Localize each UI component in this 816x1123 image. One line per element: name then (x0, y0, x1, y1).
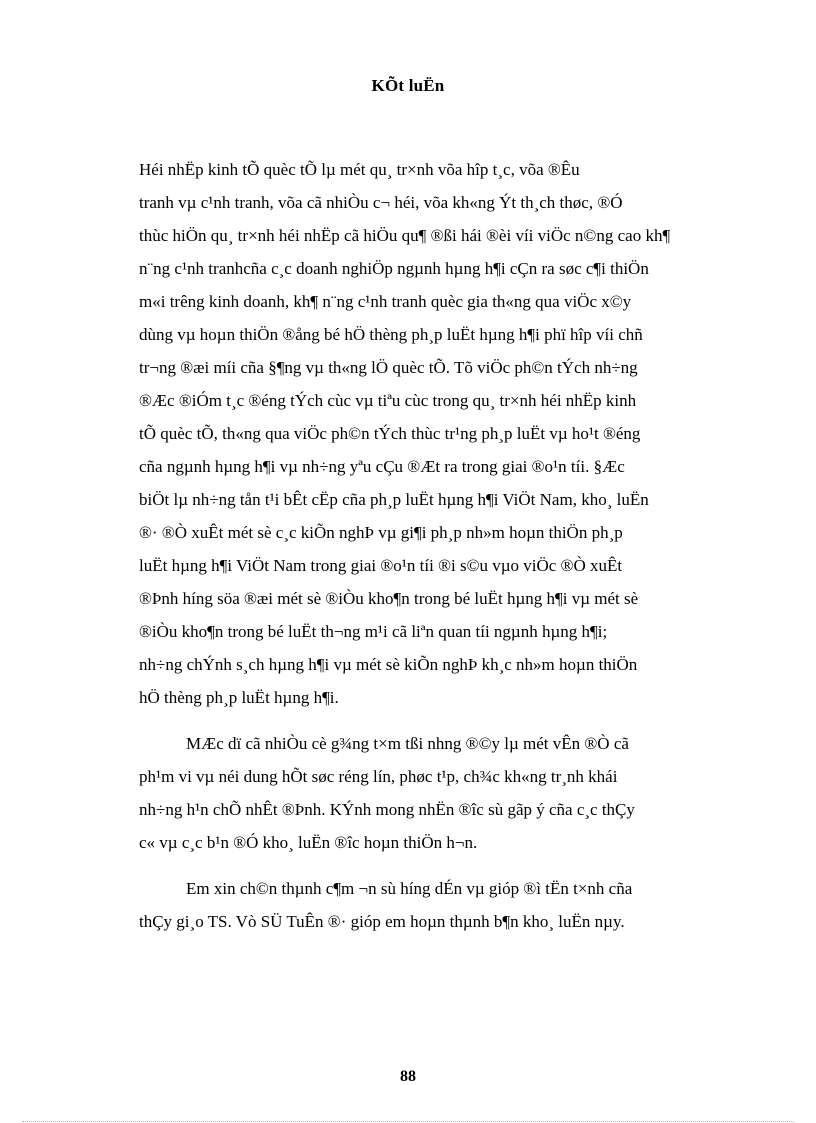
page-title: KÕt luËn (371, 76, 445, 95)
text-line: c« vµ c¸c b¹n ®Ó kho¸ luËn ®îc hoµn thiÖn h¬n. (139, 833, 478, 852)
document-body (139, 153, 719, 938)
text-line: luËt hµng h¶i ViÖt Nam trong giai ®o¹n tíi ®i s©u vµo viÖc ®Ò xuÊt (139, 556, 623, 575)
text-line: tranh vµ c¹nh tranh, võa cã nhiÒu c¬ héi, võa kh«ng Ýt th¸ch thøc, ®Ó (139, 193, 623, 212)
text-line: tr¬ng ®æi míi cña §¶ng vµ th«ng lÖ quèc tÕ. Tõ viÖc ph©n tÝch nh÷ng (139, 358, 638, 377)
text-line: MÆc dï cã nhiÒu cè g¾ng t×m tßi nhng ®©y lµ mét vÊn ®Ò cã (186, 734, 629, 753)
page-number: 88 (400, 1068, 416, 1085)
text-line: ®· ®Ò xuÊt mét sè c¸c kiÕn nghÞ vµ gi¶i ph¸p nh»m hoµn thiÖn ph¸p (139, 523, 623, 542)
text-line: ®Þnh híng söa ®æi mét sè ®iÒu kho¶n trong bé luËt hµng h¶i vµ mét sè (139, 589, 639, 608)
page-border-dotted (22, 1121, 794, 1122)
text-line: thùc hiÖn qu¸ tr×nh héi nhËp cã hiÖu qu¶ ®ßi hái ®èi víi viÖc n©ng cao kh¶ (139, 226, 671, 245)
text-line: n¨ng c¹nh tranhcña c¸c doanh nghiÖp ngµnh hµng h¶i cÇn ra søc c¶i thiÖn (139, 259, 649, 278)
text-line: ®iÒu kho¶n trong bé luËt th¬ng m¹i cã liªn quan tíi ngµnh hµng h¶i; (139, 622, 608, 641)
text-line: Héi nhËp kinh tÕ quèc tÕ lµ mét qu¸ tr×nh võa hîp t¸c, võa ®Êu (139, 160, 580, 179)
text-line: thÇy gi¸o TS. Vò SÜ TuÊn ®· gióp em hoµn thµnh b¶n kho¸ luËn nµy. (139, 912, 625, 931)
text-line: hÖ thèng ph¸p luËt hµng h¶i. (139, 688, 339, 707)
text-line: nh÷ng h¹n chÕ nhÊt ®Þnh. KÝnh mong nhËn ®îc sù gãp ý cña c¸c thÇy (139, 800, 635, 819)
text-line: nh÷ng chÝnh s¸ch hµng h¶i vµ mét sè kiÕn nghÞ kh¸c nh»m hoµn thiÖn (139, 655, 638, 674)
text-line: ph¹m vi vµ néi dung hÕt søc réng lín, phøc t¹p, ch¾c kh«ng tr¸nh khái (139, 767, 618, 786)
text-line: ®Æc ®iÓm t¸c ®éng tÝch cùc vµ tiªu cùc trong qu¸ tr×nh héi nhËp kinh (139, 391, 637, 410)
text-line: biÖt lµ nh÷ng tån t¹i bÊt cËp cña ph¸p luËt hµng h¶i ViÖt Nam, kho¸ luËn (139, 490, 649, 509)
text-line: cña ngµnh hµng h¶i vµ nh÷ng yªu cÇu ®Æt ra trong giai ®o¹n tíi. §Æc (139, 457, 625, 476)
text-line: Em xin ch©n thµnh c¶m ¬n sù híng dÉn vµ gióp ®ì tËn t×nh cña (186, 879, 633, 898)
paragraph-1 (139, 153, 719, 714)
paragraph-3 (139, 872, 719, 938)
text-line: tÕ quèc tÕ, th«ng qua viÖc ph©n tÝch thùc tr¹ng ph¸p luËt vµ ho¹t ®éng (139, 424, 641, 443)
text-line: m«i trêng kinh doanh, kh¶ n¨ng c¹nh tranh quèc gia th«ng qua viÖc x©y (139, 292, 632, 311)
text-line: dùng vµ hoµn thiÖn ®ång bé hÖ thèng ph¸p luËt hµng h¶i phï hîp víi chñ (139, 325, 643, 344)
paragraph-2 (139, 727, 719, 859)
